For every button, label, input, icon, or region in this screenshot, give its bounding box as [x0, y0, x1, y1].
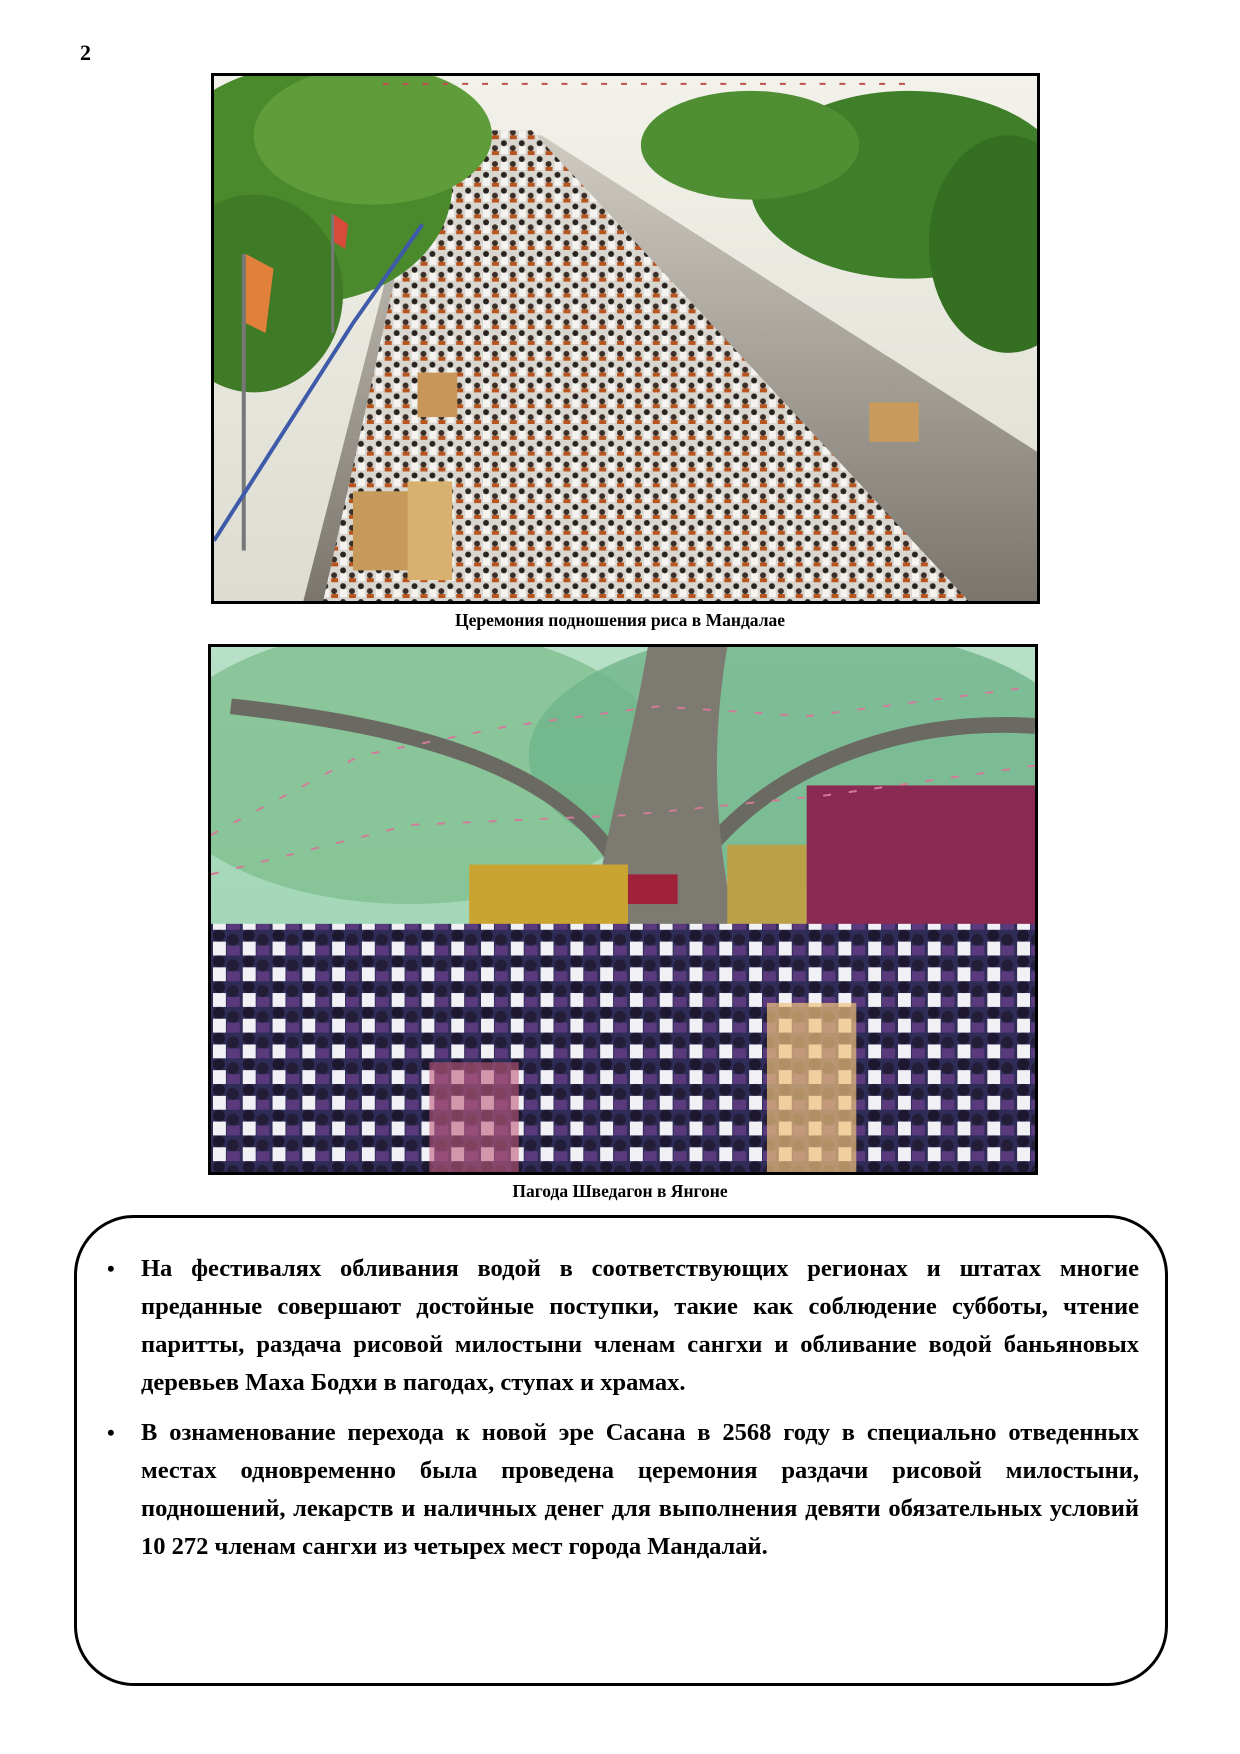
photo-shwedagon-pagoda	[208, 644, 1038, 1175]
bullet-text: На фестивалях обливания водой в соответствующих регионах и штатах многие преданные совершают достойные поступки, такие как соблюдение субботы, чтение паритты, раздача рисовой милостыни членам сангхи и обливание водой баньяновых деревьев Маха Бодхи в пагодах, ступах и храмах.	[141, 1255, 1139, 1396]
bullet-list	[107, 1250, 1139, 1578]
bullet-icon: •	[107, 1256, 115, 1281]
shwedagon-illustration	[211, 647, 1035, 1172]
photo-caption-shwedagon: Пагода Шведагон в Янгоне	[512, 1181, 728, 1201]
bullet-text: В ознаменование перехода к новой эре Сасана в 2568 году в специально отведенных местах одновременно была проведена церемония раздачи рисовой милостыни, подношений, лекарств и наличных денег для выполнения девяти обязательных условий 10 272 членам сангхи из четырех мест города Мандалай.	[141, 1419, 1139, 1560]
rice-offering-illustration	[214, 76, 1037, 601]
bullet-icon: •	[107, 1420, 115, 1445]
list-item	[107, 1414, 1139, 1566]
page-number: 2	[80, 40, 91, 65]
photo-caption-rice-offering: Церемония подношения риса в Мандалае	[454, 610, 786, 630]
photo-rice-offering-ceremony	[211, 73, 1040, 604]
list-item	[107, 1250, 1139, 1402]
info-text-box	[74, 1215, 1168, 1686]
